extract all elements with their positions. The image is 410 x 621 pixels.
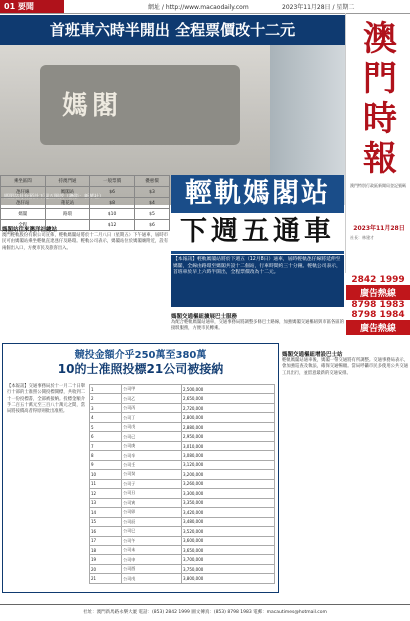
table-cell: 20 [90,564,122,573]
table-cell: 公司丁 [122,413,182,422]
table-cell: 公司午 [122,536,182,545]
station-sign-text: 媽閣 [62,91,123,121]
fare-cell: $8 [90,198,135,209]
table-row [90,394,275,403]
table-cell: 公司丑 [122,489,182,498]
table-row [90,564,275,573]
fare-table [0,175,170,231]
table-cell: 3,750,000 [181,564,274,573]
table-row [90,470,275,479]
table-cell: 公司寅 [122,498,182,507]
article-section-2 [171,312,344,333]
fare-cell: 路環 [45,209,90,220]
masthead-date: 2023年11月28日 [353,225,405,232]
fare-cell: 氹仔站 [1,198,46,209]
lead-paragraph: 【本報訊】輕軌媽閣站將於下週五（12月8日）通車，屆時輕軌氹仔線將延伸至媽閣，全線由路環至媽閣共設十二個站，行車時間約三十分鐘。輕軌公司表示，首班車於早上六時半開出，全程票價改為十二元。 [171,255,344,307]
table-cell: 3,420,000 [181,508,274,517]
table-cell: 5 [90,422,122,431]
table-cell: 3,520,000 [181,527,274,536]
table-cell: 9 [90,460,122,469]
table-cell: 公司乙 [122,394,182,403]
article-right-column [282,350,408,377]
table-cell: 11 [90,479,122,488]
ad-label-1: 廣告熱線 [346,285,410,300]
table-row [90,489,275,498]
top-headline: 首班車六時半開出 全程票價改十二元 [0,15,345,45]
main-title [171,175,344,251]
table-cell: 公司未 [122,545,182,554]
page-header [0,0,410,14]
table-cell: 17 [90,536,122,545]
fare-cell: $4 [134,198,169,209]
table-cell: 15 [90,517,122,526]
fare-header: 乘坐區間 [1,176,46,187]
table-cell: 2,950,000 [181,432,274,441]
masthead [345,13,410,273]
box-header [3,344,278,378]
table-cell: 公司庚 [122,441,182,450]
photo-caption: 媽閣站月台預計下週五開放（攝影：新華社） [4,194,105,200]
ad-phone-1: 2842 1999 [351,275,405,285]
main-title-line1: 輕軌媽閣站 [171,175,344,213]
fare-cell: $10 [90,209,135,220]
table-row [90,508,275,517]
table-cell: 公司子 [122,479,182,488]
table-cell: 2,650,000 [181,394,274,403]
table-row [90,574,275,584]
table-cell: 8 [90,451,122,460]
header-date: 2023年11月28日 / 星期二 [282,4,355,11]
fare-header: 優惠價 [134,176,169,187]
fare-cell: 全程 [1,220,46,231]
table-cell: 3,200,000 [181,470,274,479]
main-title-line2: 下週五通車 [171,213,344,254]
section-body: 澳門輕軌股份有限公司宣佈，輕軌媽閣站將於十二月八日（星期五）下午通車，屆時市民可由媽閣站乘坐輕軌直達氹仔及路環。輕軌公司表示，媽閣站位於媽閣廟附近，設有兩個出入口，方便市民及旅客出入。 [2,233,168,251]
table-cell: 21 [90,574,122,584]
fare-header: 持澳門通 [45,176,90,187]
table-cell: 公司申 [122,555,182,564]
table-cell: 1 [90,385,122,394]
table-row [90,451,275,460]
table-cell: 3 [90,403,122,412]
table-cell: 10 [90,470,122,479]
table-cell: 3,120,000 [181,460,274,469]
table-cell: 3,600,000 [181,536,274,545]
table-row [90,517,275,526]
fare-cell: 蓮花站 [45,198,90,209]
table-row [90,385,275,394]
article-section-1 [2,225,168,252]
table-row [90,460,275,469]
taxi-tender-box [2,343,279,593]
table-cell: 4 [90,413,122,422]
table-cell: 公司戊 [122,422,182,431]
table-row [90,479,275,488]
ad-phone-3: 8798 1984 [351,310,405,320]
table-row [90,498,275,507]
table-row [90,536,275,545]
table-cell: 公司壬 [122,460,182,469]
section-title: 媽閣交通樞紐增設巴士站 [282,352,343,358]
fare-cell: 媽閣 [1,209,46,220]
masthead-registration: 澳門特別行政區新聞局登記號碼 [350,183,406,188]
box-text: 【本報訊】交通事務局於十一月二十日舉行十部的士准照公開投標開標，共收到二十一份投標書，全部被接納。投標金額介乎二百五十萬元至三百八十萬元之間，當局將按價高者得原則批出准照。 [7,384,85,415]
table-cell: 18 [90,545,122,554]
table-cell: 3,350,000 [181,498,274,507]
table-cell: 13 [90,498,122,507]
table-cell: 公司巳 [122,527,182,536]
table-cell: 3,650,000 [181,545,274,554]
table-row [90,527,275,536]
table-cell: 公司甲 [122,385,182,394]
table-cell: 3,010,000 [181,441,274,450]
fare-cell: 氹仔線 [1,187,46,198]
table-cell: 19 [90,555,122,564]
ad-block [346,275,410,347]
table-row [90,555,275,564]
table-cell: 公司辛 [122,451,182,460]
table-cell: 6 [90,432,122,441]
table-row [90,432,275,441]
table-row [90,422,275,431]
table-cell: 公司丙 [122,403,182,412]
masthead-publisher: 社長：林建才 [350,235,374,240]
box-title: 10的士准照投標21公司被接納 [57,362,224,376]
table-cell: 公司卯 [122,508,182,517]
fare-cell: 媽閣站 [45,187,90,198]
table-cell: 公司癸 [122,470,182,479]
box-subtitle: 競投金額介乎250萬至380萬 [74,350,207,361]
table-cell: 2,880,000 [181,422,274,431]
table-cell: 公司己 [122,432,182,441]
section-title: 媽閣站往來澳洋社總站 [2,227,58,233]
section-body: 為配合輕軌媽閣站通車，交通事務局將調整多條巴士路線，加強媽閣交通樞紐與市區各區的接駁服務，方便市民轉乘。 [171,320,344,332]
table-cell: 2,720,000 [181,403,274,412]
ad-label-2: 廣告熱線 [346,320,410,335]
table-cell: 公司辰 [122,517,182,526]
page-footer: 社址：澳門新馬路永樂大廈 電話：(853) 2842 1999 圖文傳真：(853) 8798 1983 電郵：macautimes@hotmail.com [0,604,410,621]
ad-phone-2: 8798 1983 [351,300,405,310]
table-cell: 7 [90,441,122,450]
table-cell: 14 [90,508,122,517]
section-title: 媽閣交通樞紐擴展巴士服務 [171,314,238,320]
table-cell: 3,080,000 [181,451,274,460]
table-row [90,413,275,422]
table-cell: 16 [90,527,122,536]
table-cell: 3,800,000 [181,574,274,584]
table-cell: 3,480,000 [181,517,274,526]
table-cell: 2,800,000 [181,413,274,422]
fare-cell: $6 [134,220,169,231]
newspaper-title: 澳門時報 [363,19,397,179]
fare-header: 一般票價 [90,176,135,187]
fare-cell: $12 [90,220,135,231]
page-number: 01 要聞 [0,0,64,13]
table-cell: 3,300,000 [181,489,274,498]
table-cell: 公司酉 [122,564,182,573]
header-url[interactable]: 網址 / http://www.macaodaily.com [148,4,249,11]
table-cell: 12 [90,489,122,498]
fare-cell: $5 [134,209,169,220]
fare-cell: $6 [90,187,135,198]
table-row [90,545,275,554]
fare-cell: $3 [134,187,169,198]
table-cell: 3,260,000 [181,479,274,488]
table-row [90,441,275,450]
table-cell: 公司戌 [122,574,182,584]
tender-table [89,384,275,584]
table-cell: 2 [90,394,122,403]
section-body: 輕軌媽閣站通車後，媽閣一帶交通將有所調整。交通事務局表示，會加強巡查及執法，確保交通暢順。當局呼籲市民多使用公共交通工具出行，並留意最新的交通安排。 [282,358,408,376]
table-row [90,403,275,412]
table-cell: 2,500,000 [181,385,274,394]
table-cell: 3,700,000 [181,555,274,564]
